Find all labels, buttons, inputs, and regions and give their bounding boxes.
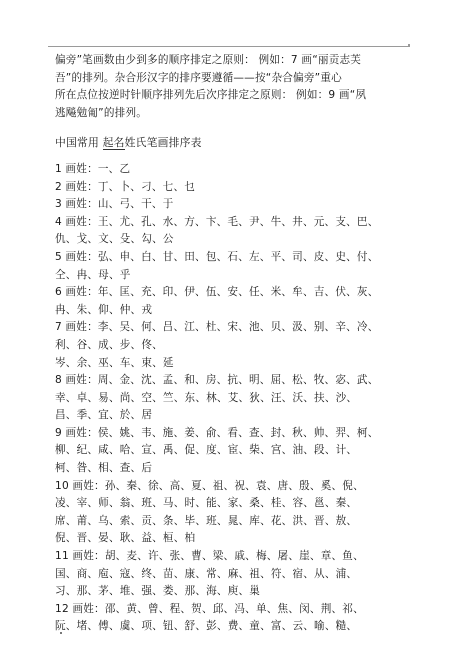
surname-entry: 岑、余、巫、车、束、延 xyxy=(55,356,174,369)
surname-entry: 倪、晋、晏、耿、益、桓、柏 xyxy=(55,532,196,545)
table-title-link[interactable]: 起名 xyxy=(102,136,125,150)
surname-entry: 2 画姓：丁、卜、刁、七、乜 xyxy=(55,180,196,193)
surname-entry: 7 画姓：李、吴、何、吕、江、杜、宋、池、贝、汲、别、辛、冷、 xyxy=(55,321,379,334)
surname-entry: 10 画姓：孙、秦、徐、高、夏、祖、祝、袁、唐、殷、奚、倪、 xyxy=(55,479,364,492)
intro-paragraph xyxy=(55,52,415,122)
surname-entry: 柯、昝、相、查、后 xyxy=(55,462,153,475)
surname-entry: 12 画姓：邵、黄、曾、程、贺、邱、冯、单、焦、闵、荆、祁、 xyxy=(55,602,364,615)
bottom-mark xyxy=(60,632,62,634)
surname-entry: 4 画姓：王、尤、孔、水、方、卞、毛、尹、牛、井、元、支、巴、 xyxy=(55,215,379,228)
surname-entry: 柳、纪、咸、哈、宣、禹、促、度、宦、柴、宫、油、段、计、 xyxy=(55,444,358,457)
surname-entry: 8 画姓：周、金、沈、孟、和、房、抗、明、屈、松、牧、宓、武、 xyxy=(55,374,379,387)
surname-entry: 阮、堵、傅、虞、项、钮、舒、彭、费、童、富、云、喻、糙、 xyxy=(55,620,358,633)
surname-entry: 6 画姓：年、匡、充、印、伊、伍、安、任、米、牟、吉、伏、灰、 xyxy=(55,286,379,299)
intro-line: 吾”的排列。杂合形汉字的排序要遵循——按“杂合偏旁”重心 xyxy=(55,71,342,84)
surname-entry: 利、谷、成、步、佟、 xyxy=(55,338,163,351)
surname-entry: 席、莆、乌、索、贡、条、毕、班、晁、库、花、洪、晋、敖、 xyxy=(55,514,358,527)
surname-entry: 习、那、茅、堆、强、娄、那、海、庾、巢 xyxy=(55,585,261,598)
surname-entry: 昌、季、宜、於、居 xyxy=(55,409,153,422)
table-title-prefix: 中国常用 xyxy=(55,136,103,150)
top-divider xyxy=(48,46,410,47)
top-divider-mark xyxy=(408,44,410,46)
surname-entry: 冉、朱、仰、仲、戎 xyxy=(55,303,153,316)
surname-entry: 11 画姓：胡、麦、许、张、曹、梁、戚、梅、屠、崖、章、鱼、 xyxy=(55,550,364,563)
intro-line: 所在点位按逆时针顺序排列先后次序排定之原则： 例如：9 画“夙 xyxy=(55,89,367,102)
surname-entry: 仇、戈、文、殳、勾、公 xyxy=(55,233,174,246)
surname-entry: 凌、宰、师、翁、班、马、时、能、家、桑、桂、容、邕、秦、 xyxy=(55,497,358,510)
table-title-suffix: 姓氏笔画排序表 xyxy=(124,136,202,150)
table-title xyxy=(55,134,415,152)
intro-line: 偏旁”笔画数由少到多的顺序排定之原则： 例如：7 画“丽贡志芙 xyxy=(55,54,362,66)
surname-entry: 3 画姓：山、弓、干、于 xyxy=(55,198,174,211)
surname-list xyxy=(55,161,415,636)
surname-entry: 1 画姓：一、乙 xyxy=(55,162,131,175)
surname-entry: 国、商、庖、寇、终、苗、康、常、麻、祖、符、宿、从、浦、 xyxy=(55,567,358,580)
surname-entry: 幸、卓、易、尚、空、竺、东、林、艾、狄、汪、沃、扶、沙、 xyxy=(55,391,358,404)
surname-entry: 仝、冉、母、乎 xyxy=(55,268,131,281)
intro-line: 逃飚勉匍”的排列。 xyxy=(55,106,148,119)
surname-entry: 5 画姓：弘、申、白、甘、田、包、石、左、平、司、皮、史、付、 xyxy=(55,250,379,263)
document-body xyxy=(55,52,415,636)
surname-entry: 9 画姓：侯、姚、韦、施、姜、俞、看、查、封、秋、帅、羿、柯、 xyxy=(55,426,379,439)
